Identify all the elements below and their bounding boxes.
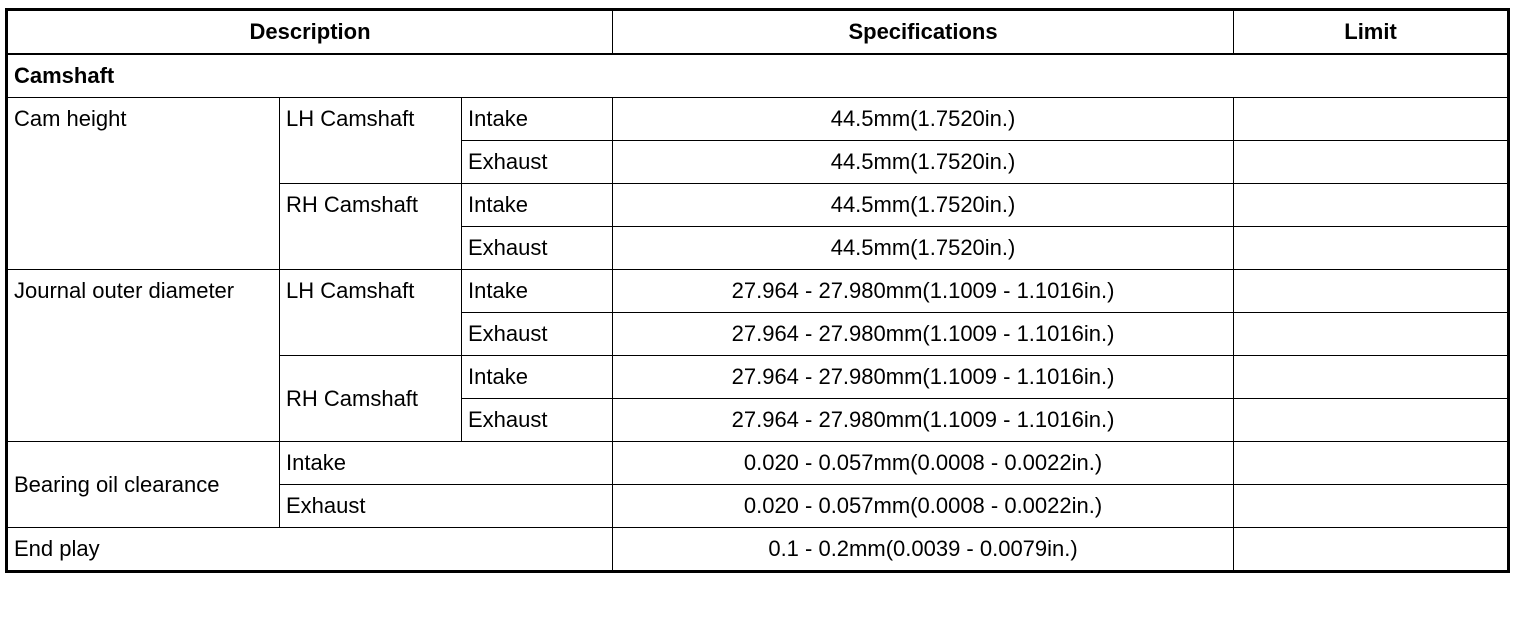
bearing-oil-clearance-intake-label: Intake: [280, 442, 613, 485]
table-row: [7, 270, 1509, 313]
journal-od-lh-camshaft: LH Camshaft: [280, 270, 462, 356]
cam-height-label: Cam height: [7, 98, 280, 270]
cam-height-rh-intake-spec: 44.5mm(1.7520in.): [613, 184, 1234, 227]
bearing-oil-clearance-exhaust-limit: [1234, 485, 1509, 528]
cam-height-rh-intake-limit: [1234, 184, 1509, 227]
cam-height-rh-exhaust-label: Exhaust: [462, 227, 613, 270]
camshaft-spec-table: [5, 8, 1510, 573]
table-row: [7, 528, 1509, 572]
cam-height-rh-camshaft: RH Camshaft: [280, 184, 462, 270]
header-specifications: Specifications: [613, 10, 1234, 55]
journal-od-lh-intake-limit: [1234, 270, 1509, 313]
cam-height-lh-intake-spec: 44.5mm(1.7520in.): [613, 98, 1234, 141]
header-limit: Limit: [1234, 10, 1509, 55]
cam-height-lh-exhaust-limit: [1234, 141, 1509, 184]
section-title: Camshaft: [7, 54, 1509, 98]
header-description: Description: [7, 10, 613, 55]
end-play-label: End play: [7, 528, 613, 572]
journal-od-lh-exhaust-label: Exhaust: [462, 313, 613, 356]
bearing-oil-clearance-intake-spec: 0.020 - 0.057mm(0.0008 - 0.0022in.): [613, 442, 1234, 485]
cam-height-lh-camshaft: LH Camshaft: [280, 98, 462, 184]
bearing-oil-clearance-label: Bearing oil clearance: [7, 442, 280, 528]
journal-od-rh-intake-limit: [1234, 356, 1509, 399]
cam-height-lh-intake-label: Intake: [462, 98, 613, 141]
cam-height-rh-exhaust-limit: [1234, 227, 1509, 270]
bearing-oil-clearance-exhaust-spec: 0.020 - 0.057mm(0.0008 - 0.0022in.): [613, 485, 1234, 528]
table-row: [7, 442, 1509, 485]
journal-od-rh-intake-spec: 27.964 - 27.980mm(1.1009 - 1.1016in.): [613, 356, 1234, 399]
journal-od-lh-intake-spec: 27.964 - 27.980mm(1.1009 - 1.1016in.): [613, 270, 1234, 313]
journal-od-label: Journal outer diameter: [7, 270, 280, 442]
cam-height-lh-exhaust-label: Exhaust: [462, 141, 613, 184]
journal-od-lh-intake-label: Intake: [462, 270, 613, 313]
end-play-spec: 0.1 - 0.2mm(0.0039 - 0.0079in.): [613, 528, 1234, 572]
cam-height-lh-intake-limit: [1234, 98, 1509, 141]
journal-od-rh-exhaust-spec: 27.964 - 27.980mm(1.1009 - 1.1016in.): [613, 399, 1234, 442]
journal-od-lh-exhaust-spec: 27.964 - 27.980mm(1.1009 - 1.1016in.): [613, 313, 1234, 356]
cam-height-rh-intake-label: Intake: [462, 184, 613, 227]
cam-height-lh-exhaust-spec: 44.5mm(1.7520in.): [613, 141, 1234, 184]
bearing-oil-clearance-intake-limit: [1234, 442, 1509, 485]
bearing-oil-clearance-exhaust-label: Exhaust: [280, 485, 613, 528]
cam-height-rh-exhaust-spec: 44.5mm(1.7520in.): [613, 227, 1234, 270]
journal-od-lh-exhaust-limit: [1234, 313, 1509, 356]
journal-od-rh-intake-label: Intake: [462, 356, 613, 399]
table-row: [7, 98, 1509, 141]
journal-od-rh-exhaust-limit: [1234, 399, 1509, 442]
header-row: [7, 10, 1509, 55]
journal-od-rh-camshaft: RH Camshaft: [280, 356, 462, 442]
end-play-limit: [1234, 528, 1509, 572]
journal-od-rh-exhaust-label: Exhaust: [462, 399, 613, 442]
section-row: [7, 54, 1509, 98]
